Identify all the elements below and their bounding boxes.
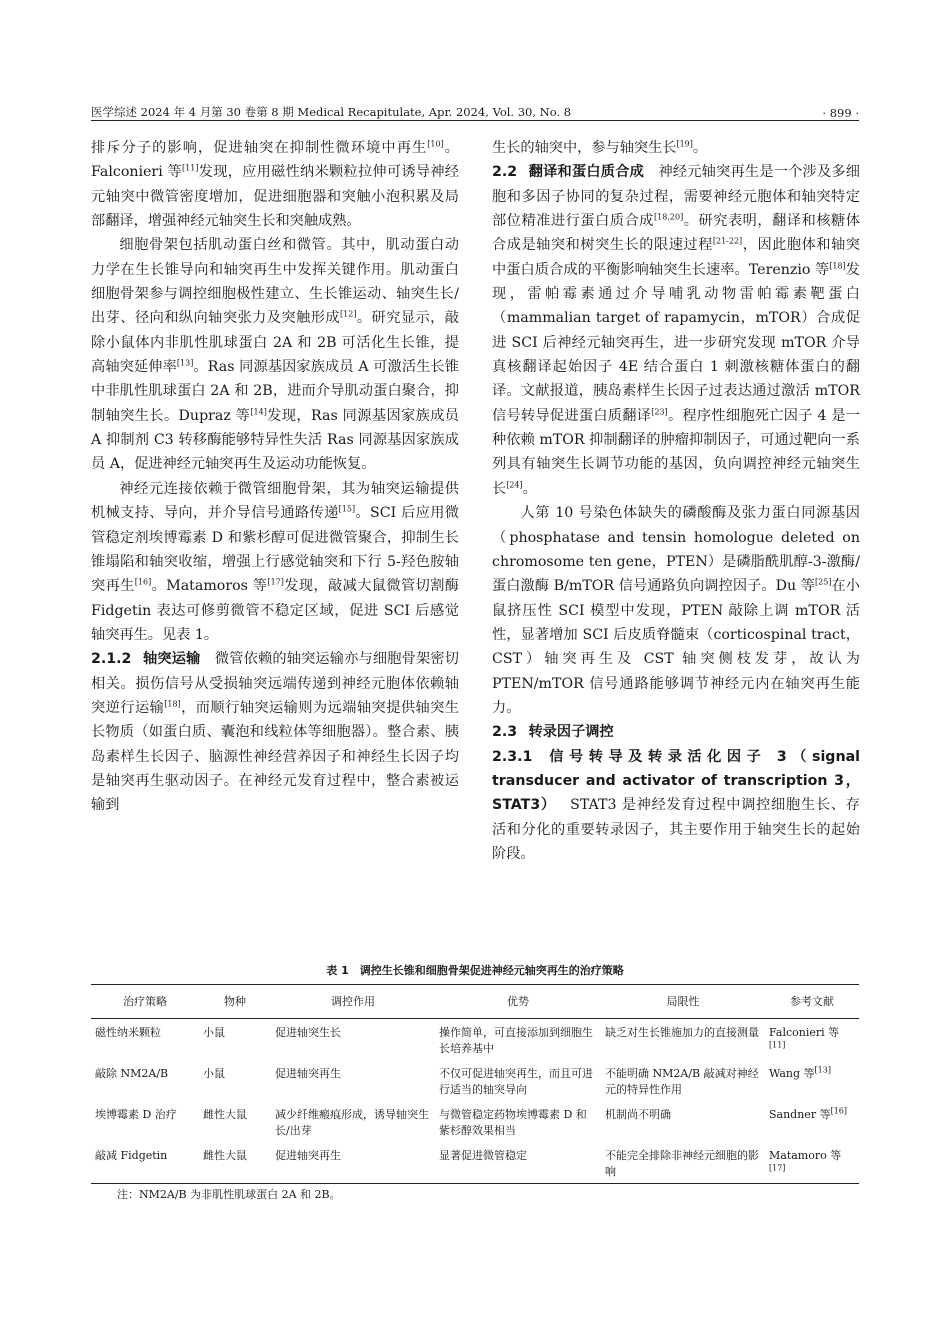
header-rule [91,120,859,121]
species-cell: 小鼠 [203,1067,225,1080]
column-header: 调控作用 [331,995,375,1008]
strategy-cell: 埃博霉素 D 治疗 [95,1108,177,1121]
effect-cell: 促进轴突再生 [275,1149,341,1162]
citation[interactable]: [17] [769,1163,786,1173]
limitation-cell: 机制尚不明确 [605,1108,671,1121]
strategy-cell: 磁性纳米颗粒 [95,1026,161,1039]
paragraph: 排斥分子的影响，促进轴突在抑制性微环境中再生[10]。Falconieri 等[11]发现，应用磁性纳米颗粒拉伸可诱导神经元轴突中微管密度增加，促进细胞器和突触小泡积累及局部翻译，增强神经元轴突生长和突触成熟。 [91,139,459,230]
journal-citation: 医学综述 2024 年 4 月第 30 卷第 8 期 Medical Recapitulate, Apr. 2024, Vol. 30, No. 8 [91,105,572,119]
table-row [91,1060,859,1101]
citation[interactable]: [12] [340,309,357,319]
paragraph: 神经元连接依赖于微管细胞骨架，其为轴突运输提供机械支持、导向，并介导信号通路传递[15]。SCI 后应用微管稳定剂埃博霉素 D 和紫杉醇可促进微管聚合，抑制生长锥塌陷和轴突收缩，增强上行感觉轴突和下行 5-羟色胺轴突再生[16]。Matamoros 等[17]发现，敲减大鼠微管切割酶 Fidgetin 表达可修剪微管不稳定区域，促进 SCI 后感觉轴突再生。见表 1。 [91,480,459,643]
strategy-cell: 敲减 Fidgetin [95,1149,168,1162]
paragraph: 细胞骨架包括肌动蛋白丝和微管。其中，肌动蛋白动力学在生长锥导向和轴突再生中发挥关键作用。肌动蛋白细胞骨架参与调控细胞极性建立、生长锥运动、轴突生长/出芽、径向和纵向轴突张力及突触形成[12]。研究显示，敲除小鼠体内非肌性肌球蛋白 2A 和 2B 可活化生长锥，提高轴突延伸率[13]。Ras 同源基因家族成员 A 可激活生长锥中非肌性肌球蛋白 2A 和 2B，进而介导肌动蛋白聚合，抑制轴突生长。Dupraz 等[14]发现，Ras 同源基因家族成员 A 抑制剂 C3 转移酶能够特异性失活 Ras 同源基因家族成员 A，促进神经元轴突再生及运动功能恢复。 [91,237,459,473]
advantage-cell: 不仅可促进轴突再生，而且可进行适当的轴突导向 [439,1067,593,1096]
species-cell: 雌性大鼠 [203,1108,247,1121]
citation[interactable]: [19] [676,139,693,149]
right-column [492,136,860,866]
species-cell: 小鼠 [203,1026,225,1039]
section-paragraph: 2.1.2 轴突运输 微管依赖的轴突运输亦与细胞骨架密切相关。损伤信号从受损轴突远端传递到神经元胞体依赖轴突逆行运输[18]，而顺行轴突运输则为远端轴突提供轴突生长物质（如蛋白质、囊泡和线粒体等细胞器）。整合素、胰岛素样生长因子、脑源性神经营养因子和神经生长因子均是轴突再生驱动因子。在神经元发育过程中，整合素被运输到 [91,651,459,814]
section-heading: 2.1.2 轴突运输 [91,651,201,668]
column-header: 物种 [224,995,246,1008]
citation[interactable]: [11] [769,1040,786,1050]
column-header: 治疗策略 [123,995,167,1008]
effect-cell: 减少纤维瘢痕形成，诱导轴突生长/出芽 [275,1108,429,1137]
running-header [91,96,859,120]
reference-cell: Sandner 等[16] [769,1106,847,1121]
section-heading: 2.2 翻译和蛋白质合成 [492,164,645,181]
reference-cell: Wang 等[13] [769,1065,831,1080]
left-column [91,136,459,818]
advantage-cell: 显著促进微管稳定 [439,1149,527,1162]
paragraph: 人第 10 号染色体缺失的磷酸酶及张力蛋白同源基因（phosphatase and tensin homologue deleted on chromosome ten gene，PTEN）是磷脂酰肌醇-3-激酶/蛋白激酶 B/mTOR 信号通路负向调控因子。Du 等[25]在小鼠挤压性 SCI 模型中发现，PTEN 敲除上调 mTOR 活性，显著增加 SCI 后皮质脊髓束（corticospinal tract，CST）轴突再生及 CST 轴突侧枝发芽，故认为 PTEN/mTOR 信号通路能够调节神经元内在轴突再生能力。 [492,505,860,716]
table-caption: 表 1 调控生长锥和细胞骨架促进神经元轴突再生的治疗策略 [326,964,624,977]
effect-cell: 促进轴突再生 [275,1067,341,1080]
table-note: 注：NM2A/B 为非肌性肌球蛋白 2A 和 2B。 [117,1188,341,1201]
section-paragraph: 2.2 翻译和蛋白质合成 神经元轴突再生是一个涉及多细胞和多因子协同的复杂过程，需要神经元胞体和轴突特定部位精准进行蛋白质合成[18,20]。研究表明，翻译和核糖体合成是轴突和树突生长的限速过程[21-22]，因此胞体和轴突中蛋白质合成的平衡影响轴突生长速率。Terenzio 等[18]发现，雷帕霉素通过介导哺乳动物雷帕霉素靶蛋白（mammalian target of rapamycin，mTOR）合成促进 SCI 后神经元轴突再生，进一步研究发现 mTOR 介导真核翻译起始因子 4E 结合蛋白 1 刺激核糖体蛋白的翻译。文献报道，胰岛素样生长因子过表达通过激活 mTOR 信号转导促进蛋白质翻译[23]。程序性细胞死亡因子 4 是一种依赖 mTOR 抑制翻译的肿瘤抑制因子，可通过靶向一系列具有轴突生长调节功能的基因，负向调控神经元轴突生长[24]。 [492,164,860,497]
citation[interactable]: [14] [250,407,267,417]
citation[interactable]: [17] [267,577,284,587]
citation[interactable]: [23] [651,407,668,417]
strategy-table [91,984,859,1184]
citation[interactable]: [13] [814,1065,831,1075]
citation[interactable]: [25] [815,577,832,587]
page-number: · 899 · [822,106,859,120]
table-header-row [91,985,859,1019]
table-row [91,1019,859,1061]
reference-cell: Matamoro 等[17] [769,1149,842,1173]
subsection-heading: 2.3.1 信号转导及转录活化因子 3（signal transducer and activator of transcription 3，STAT3） [492,748,860,814]
citation[interactable]: [10] [427,139,444,149]
strategy-cell: 敲除 NM2A/B [95,1067,169,1080]
column-header: 局限性 [666,995,700,1008]
citation[interactable]: [13] [176,358,194,368]
limitation-cell: 不能明确 NM2A/B 敲减对神经元的特异性作用 [605,1067,759,1096]
limitation-cell: 缺乏对生长锥施加力的直接测量 [605,1026,759,1039]
section-paragraph: 2.3.1 信号转导及转录活化因子 3（signal transducer and activator of transcription 3，STAT3） STAT3 是神经发育过程中调控细胞生长、存活和分化的重要转录因子，其主要作用于轴突生长的起始阶段。 [492,748,860,862]
column-header: 优势 [507,995,529,1008]
advantage-cell: 与微管稳定药物埃博霉素 D 和紫杉醇效果相当 [439,1108,587,1137]
citation[interactable]: [18] [164,699,181,709]
reference-cell: Falconieri 等[11] [769,1026,840,1050]
section-heading: 2.3 转录因子调控 [492,724,614,741]
table-row [91,1101,859,1142]
effect-cell: 促进轴突生长 [275,1026,341,1039]
paragraph: 生长的轴突中，参与轴突生长[19]。 [492,139,708,156]
limitation-cell: 不能完全排除非神经元细胞的影响 [605,1149,759,1178]
citation[interactable]: [24] [506,480,523,490]
citation[interactable]: [21-22] [712,236,743,246]
citation[interactable]: [16] [134,577,152,587]
species-cell: 雌性大鼠 [203,1149,247,1162]
citation[interactable]: [11] [182,163,199,173]
advantage-cell: 操作简单，可直接添加到细胞生长培养基中 [439,1026,593,1055]
citation[interactable]: [15] [338,504,356,514]
table-row [91,1142,859,1184]
column-header: 参考文献 [790,995,834,1008]
citation[interactable]: [18] [829,260,846,270]
citation[interactable]: [16] [830,1106,847,1116]
citation[interactable]: [18,20] [654,212,684,222]
